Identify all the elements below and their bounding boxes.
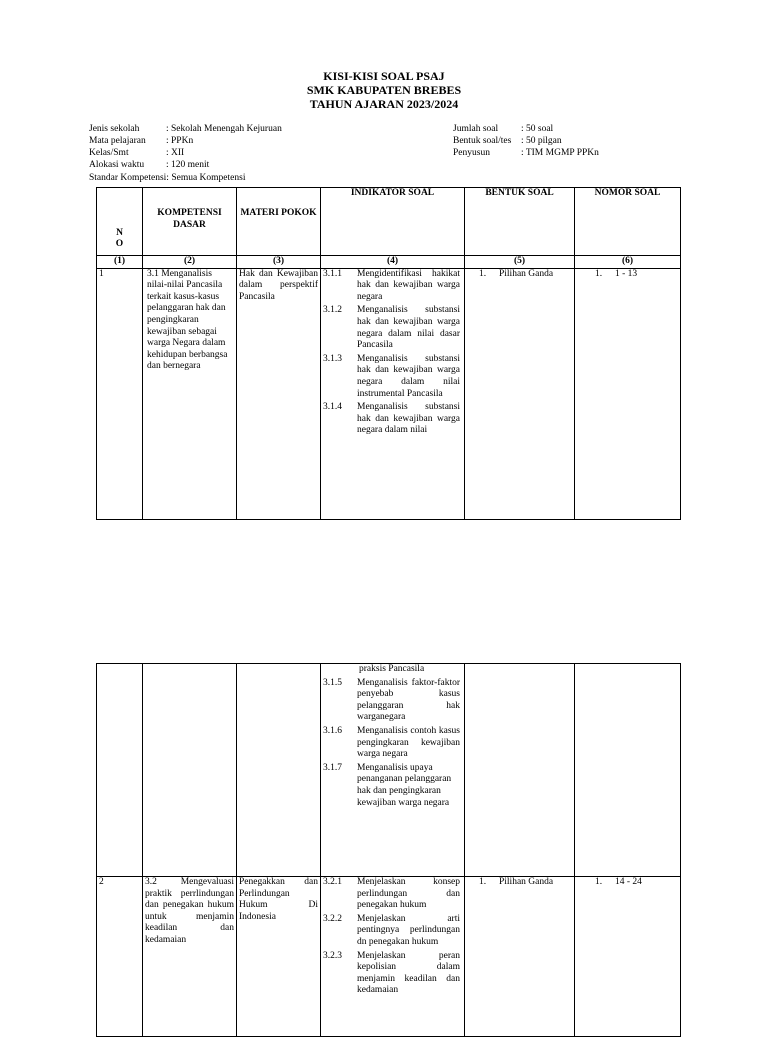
list-number: 1. <box>595 877 603 887</box>
bentuk-soal-empty <box>465 664 575 877</box>
nomor-soal-text: 14 - 24 <box>615 877 642 887</box>
nomor-soal-item <box>595 877 678 889</box>
nomor-soal-text: 1 - 13 <box>615 268 638 279</box>
indicator-text: Menganalisis substansi hak dan kewajiban warga negara dalam nilai dasar Pancasila <box>357 305 460 351</box>
indicator-code: 3.2.3 <box>323 950 342 961</box>
kompetensi-dasar-text: 3.1 Menganalisis nilai-nilai Pancasila terkait kasus-kasus pelanggaran hak dan pengingkaran kewajiban sebagai warga Negara dalam kehidupan berbangsa dan bernegara <box>147 268 228 372</box>
indicator-item <box>323 726 462 761</box>
indicator-item <box>323 354 462 400</box>
info-label: Kelas/Smt <box>89 148 129 158</box>
indicator-continuation <box>323 664 462 676</box>
indicator-text: Menjelaskan peran kepolisian dalam menjamin keadilan dan kedamaian <box>357 950 460 996</box>
kompetensi-dasar-cell <box>143 877 237 1037</box>
header-nomor-soal: NOMOR SOAL <box>575 188 681 256</box>
info-label: Mata pelajaran <box>89 136 146 146</box>
list-number: 1. <box>479 877 487 887</box>
nomor-soal-item <box>595 269 678 281</box>
nomor-soal-cell <box>575 877 681 1037</box>
info-label: Bentuk soal/tes <box>453 136 512 146</box>
indicator-code: 3.1.3 <box>323 353 342 364</box>
column-number: (1) <box>97 256 143 269</box>
indikator-cell <box>321 664 465 877</box>
indicator-code: 3.1.7 <box>323 762 342 773</box>
kompetensi-dasar-empty <box>143 664 237 877</box>
indicator-text: Menjelaskan arti pentingnya perlindungan dn penegakan hukum <box>357 913 460 947</box>
indicator-text: Menganalisis upaya penanganan pelanggaran hak dan pengingkaran kewajiban warga negara <box>357 762 452 808</box>
info-label: Alokasi waktu <box>89 160 145 170</box>
header-indikator-soal: INDIKATOR SOAL <box>321 188 465 256</box>
info-value: : Sekolah Menengah Kejuruan <box>166 124 282 134</box>
info-value: : TIM MGMP PPKn <box>521 148 599 158</box>
kompetensi-dasar-text: 3.2 Mengevaluasi praktik perrlindungan dan penegakan hukum untuk menjamin keadilan dan kedamaian <box>145 877 234 945</box>
header-materi-pokok: MATERI POKOK <box>237 188 321 256</box>
indicator-text: Mengidentifikasi hakikat hak dan kewajiban warga negara <box>357 268 460 302</box>
list-number: 1. <box>595 268 603 279</box>
nomor-soal-empty <box>575 664 681 877</box>
header-kompetensi-dasar: KOMPETENSI DASAR <box>143 188 237 256</box>
info-label: Jenis sekolah <box>89 124 140 134</box>
indicator-code: 3.1.4 <box>323 402 342 413</box>
info-standard: Standar Kompetensi: Semua Kompetensi <box>89 173 246 183</box>
materi-pokok-empty <box>237 664 321 877</box>
indicator-text: Menganalisis substansi hak dan kewajiban warga negara dalam nilai <box>357 402 460 436</box>
row-number-empty <box>97 664 143 877</box>
kisi-kisi-table-page2 <box>96 663 681 1037</box>
bentuk-soal-item <box>479 269 572 281</box>
indicator-item <box>323 914 462 949</box>
info-question-form <box>453 136 562 148</box>
indicator-code: 3.1.6 <box>323 725 342 736</box>
indicator-item <box>323 269 462 304</box>
info-value: : 50 soal <box>521 124 554 134</box>
indicator-item <box>323 678 462 724</box>
indicator-code: 3.1.2 <box>323 305 342 316</box>
bentuk-soal-item <box>479 877 572 889</box>
indikator-cell <box>321 877 465 1037</box>
indicator-text: praksis Pancasila <box>359 664 425 674</box>
nomor-soal-cell <box>575 268 681 519</box>
header-bentuk-soal: BENTUK SOAL <box>465 188 575 256</box>
info-value: : XII <box>166 148 185 158</box>
indicator-item <box>323 951 462 997</box>
table-row <box>97 664 681 877</box>
bentuk-soal-cell <box>465 877 575 1037</box>
table-header-row <box>97 188 681 256</box>
bentuk-soal-cell <box>465 268 575 519</box>
indicator-item <box>323 877 462 912</box>
year-title: TAHUN AJARAN 2023/2024 <box>309 97 459 111</box>
indikator-cell <box>321 268 465 519</box>
header-no: N O <box>97 188 143 256</box>
list-number: 1. <box>479 268 487 279</box>
column-number: (5) <box>465 256 575 269</box>
bentuk-soal-text: Pilihan Ganda <box>499 268 554 279</box>
table-row <box>97 268 681 519</box>
document-title: KISI-KISI SOAL PSAJ <box>323 69 445 83</box>
indicator-text: Menjelaskan konsep perlindungan dan penegakan hukum <box>357 877 460 911</box>
materi-pokok-cell <box>237 877 321 1037</box>
info-value: : 120 menit <box>166 160 210 170</box>
row-number: 1 <box>97 268 143 519</box>
row-number: 2 <box>97 877 143 1037</box>
column-number: (3) <box>237 256 321 269</box>
info-author <box>453 148 599 160</box>
table-row <box>97 877 681 1037</box>
column-number: (2) <box>143 256 237 269</box>
info-label: Jumlah soal <box>453 124 499 134</box>
indicator-item <box>323 763 462 809</box>
kompetensi-dasar-cell <box>143 268 237 519</box>
indicator-item <box>323 402 462 437</box>
school-title: SMK KABUPATEN BREBES <box>306 83 462 97</box>
indicator-item <box>323 305 462 351</box>
info-subject <box>89 136 193 148</box>
indicator-code: 3.2.2 <box>323 913 342 924</box>
info-label: Penyusun <box>453 148 490 158</box>
indicator-text: Menganalisis substansi hak dan kewajiban warga negara dalam nilai instrumental Pancasila <box>357 353 460 399</box>
indicator-text: Menganalisis contoh kasus pengingkaran kewajiban warga negara <box>357 725 460 760</box>
materi-pokok-text: Hak dan Kewajiban dalam perspektif Pancasila <box>239 268 318 302</box>
info-question-count <box>453 124 553 136</box>
info-class <box>89 148 184 160</box>
column-number-row <box>97 256 681 269</box>
info-value: : 50 pilgan <box>521 136 562 146</box>
indicator-code: 3.1.5 <box>323 677 342 688</box>
info-time <box>89 160 209 172</box>
materi-pokok-cell <box>237 268 321 519</box>
info-school-type <box>89 124 282 136</box>
kisi-kisi-table-page1 <box>96 187 681 520</box>
column-number: (6) <box>575 256 681 269</box>
bentuk-soal-text: Pilihan Ganda <box>499 877 554 887</box>
indicator-code: 3.2.1 <box>323 877 342 887</box>
column-number: (4) <box>321 256 465 269</box>
indicator-code: 3.1.1 <box>323 268 342 279</box>
materi-pokok-text: Penegakkan dan Perlindungan Hukum Di Indonesia <box>239 877 318 922</box>
indicator-text: Menganalisis faktor-faktor penyebab kasus pelanggaran hak warganegara <box>357 677 460 723</box>
info-value: : PPKn <box>166 136 194 146</box>
